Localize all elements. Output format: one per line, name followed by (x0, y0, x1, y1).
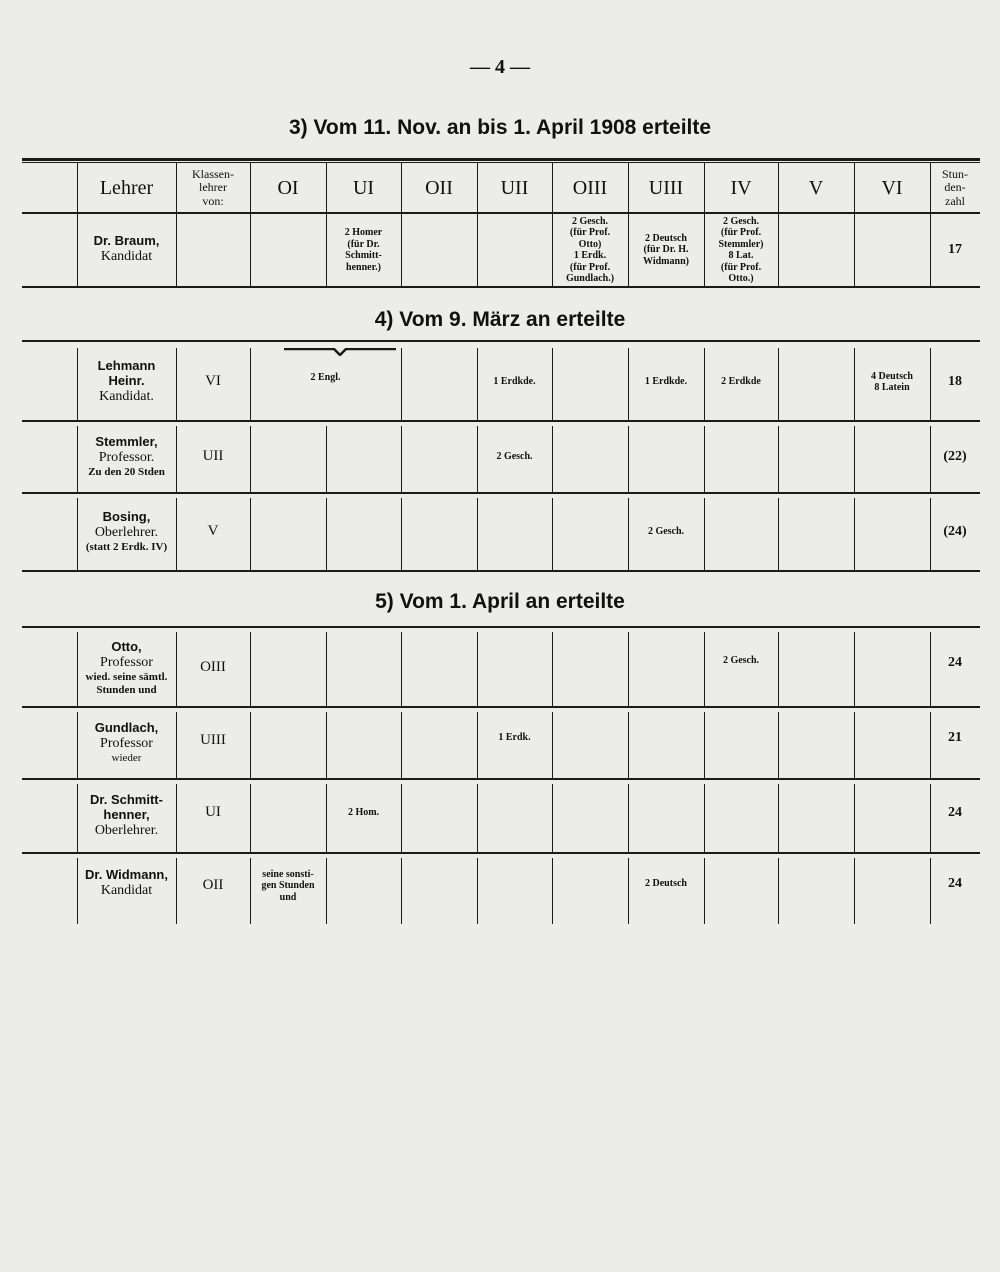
widmann-total: 24 (948, 875, 962, 891)
header-v: V (808, 176, 824, 199)
page-number: — 4 — (470, 56, 530, 78)
teacher-braum: Dr. Braum, Kandidat (93, 233, 160, 265)
lehmann-total: 18 (948, 373, 962, 389)
gundlach-uii: 1 Erdk. (498, 732, 531, 744)
section-4-title: 4) Vom 9. März an erteilte (374, 308, 626, 331)
teacher-stemmler: Stemmler, Professor. Zu den 20 Stden (88, 434, 165, 479)
otto-total: 24 (948, 654, 962, 670)
header-lehrer: Lehrer (99, 176, 154, 199)
schmitthenner-klasse: UI (205, 804, 221, 821)
widmann-klasse: OII (202, 877, 224, 894)
teacher-lehmann: Lehmann Heinr. Kandidat. (97, 358, 156, 404)
gundlach-klasse: UIII (200, 732, 226, 749)
lehmann-uiii: 1 Erdkde. (644, 376, 688, 388)
stemmler-uii: 2 Gesch. (496, 451, 533, 463)
table-section-4 (22, 340, 980, 572)
braum-total: 17 (948, 241, 962, 257)
teacher-otto: Otto, Professor wied. seine sämtl. Stunden und (85, 638, 168, 696)
section-3-title: 3) Vom 11. Nov. an bis 1. April 1908 erteilte (288, 116, 712, 139)
teacher-widmann: Dr. Widmann, Kandidat (85, 867, 168, 899)
teacher-schmitthenner: Dr. Schmitt- henner, Oberlehrer. (90, 792, 163, 838)
lehmann-iv: 2 Erdkde (721, 376, 761, 388)
bosing-uiii: 2 Gesch. (647, 526, 685, 538)
braum-iv: 2 Gesch. (für Prof. Stemmler) 8 Lat. (für Prof. Otto.) (718, 215, 764, 284)
lehmann-klasse: VI (205, 373, 221, 390)
gundlach-total: 21 (948, 729, 962, 745)
header-oii: OII (425, 176, 453, 199)
table-section-3 (22, 158, 980, 288)
teacher-bosing: Bosing, Oberlehrer. (statt 2 Erdk. IV) (85, 509, 168, 554)
widmann-oi: seine sonsti- gen Stunden und (261, 868, 315, 903)
table-section-5 (22, 626, 980, 928)
teacher-gundlach: Gundlach, Professor wieder (94, 720, 159, 765)
braum-uiii: 2 Deutsch (für Dr. H. Widmann) (643, 232, 689, 267)
bosing-klasse: V (207, 523, 219, 540)
header-klassenlehrer: Klassen- lehrer von: (192, 167, 234, 208)
stemmler-total: (22) (943, 448, 967, 464)
header-oiii: OIII (572, 176, 608, 199)
header-iv: IV (730, 176, 752, 199)
otto-iv: 2 Gesch. (722, 655, 760, 667)
schmitthenner-total: 24 (948, 804, 962, 820)
braum-ui: 2 Homer (für Dr. Schmitt- henner.) (344, 227, 383, 273)
header-stundenzahl: Stun- den- zahl (941, 167, 968, 208)
lehmann-vi: 4 Deutsch 8 Latein (871, 370, 913, 393)
lehmann-uii: 1 Erdkde. (493, 376, 536, 388)
header-uii: UII (500, 176, 529, 199)
otto-klasse: OIII (200, 659, 226, 676)
header-uiii: UIII (648, 176, 684, 199)
braum-oiii: 2 Gesch. (für Prof. Otto) 1 Erdk. (für Prof. Gundlach.) (565, 215, 615, 284)
header-ui: UI (352, 176, 375, 199)
section-5-title: 5) Vom 1. April an erteilte (375, 590, 625, 613)
bosing-total: (24) (943, 523, 967, 539)
stemmler-klasse: UII (202, 448, 224, 465)
schmitthenner-ui: 2 Hom. (347, 807, 380, 819)
lehmann-oi-ui: 2 Engl. (310, 372, 341, 384)
widmann-uiii: 2 Deutsch (645, 878, 687, 890)
header-vi: VI (881, 176, 903, 199)
header-oi: OI (277, 176, 299, 199)
